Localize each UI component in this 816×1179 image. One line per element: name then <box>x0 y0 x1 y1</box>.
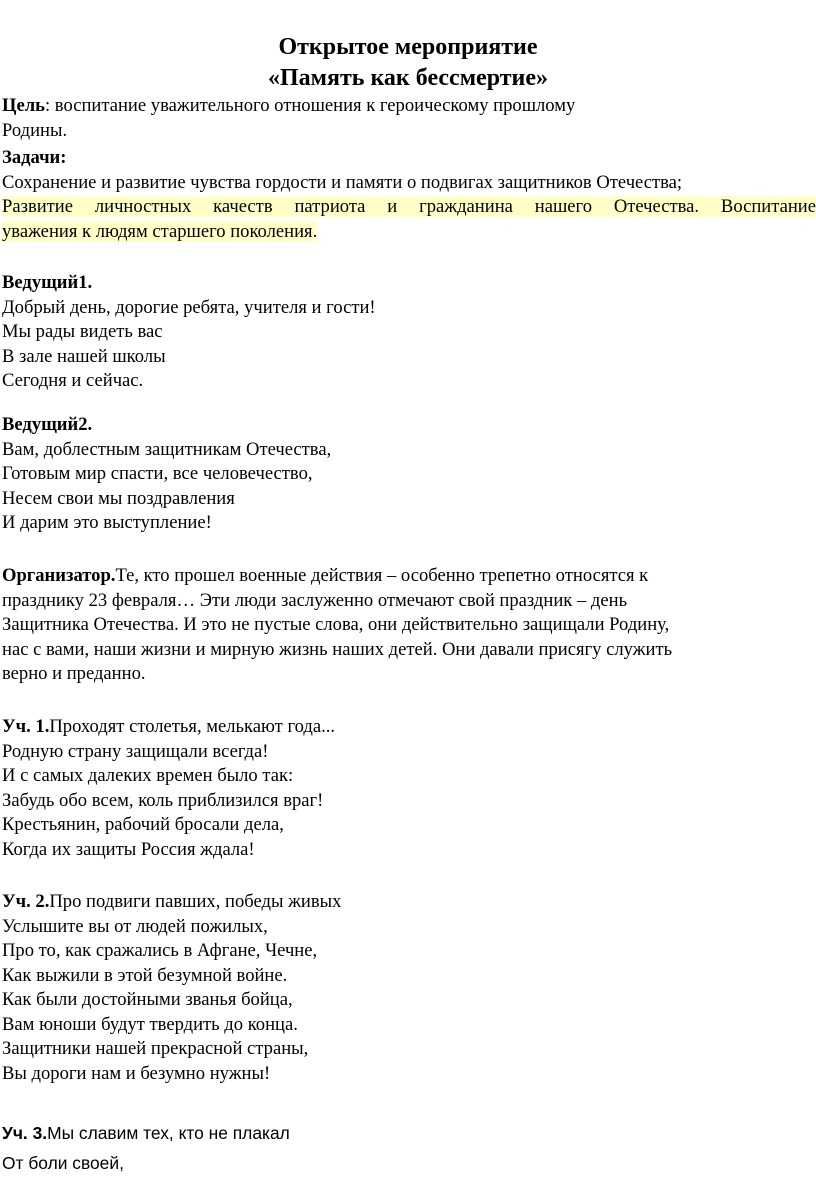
host1-line: Сегодня и сейчас. <box>2 370 144 391</box>
organizer-text-line: нас с вами, наши жизни и мирную жизнь наших детей. Они давали присягу служить <box>2 638 673 660</box>
student3-section <box>2 1118 816 1178</box>
host2-line: Готовым мир спасти, все человечество, <box>2 463 313 484</box>
student1-label: Уч. 1. <box>2 716 50 737</box>
student2-line: Вы дороги нам и безумно нужны! <box>2 1062 271 1084</box>
host2-line: Вам, доблестным защитникам Отечества, <box>2 438 332 460</box>
student3-line: От боли своей, <box>2 1153 124 1173</box>
organizer-text-line: верно и преданно. <box>2 663 146 684</box>
student2-line: Про подвиги павших, победы живых <box>49 891 342 912</box>
host1-line: В зале нашей школы <box>2 345 166 367</box>
student2-line: Услышите вы от людей пожилых, <box>2 915 268 937</box>
student1-line: Проходят столетья, мелькают года... <box>49 716 336 737</box>
host1-line: Мы рады видеть вас <box>2 321 163 342</box>
student1-line: Когда их защиты Россия ждала! <box>2 838 255 860</box>
student2-line: Как были достойными званья бойца, <box>2 989 293 1010</box>
student2-section <box>2 890 816 1086</box>
task-item-2-cont: уважения к людям старшего поколения. <box>2 220 318 242</box>
student2-line: Защитники нашей прекрасной страны, <box>2 1038 309 1059</box>
student2-line: Про то, как сражались в Афгане, Чечне, <box>2 940 318 961</box>
host1-line: Добрый день, дорогие ребята, учителя и гости! <box>2 296 376 318</box>
tasks-section <box>2 146 816 244</box>
student2-line: Вам юноши будут твердить до конца. <box>2 1013 298 1035</box>
host1-section <box>2 271 816 394</box>
student1-line: Крестьянин, рабочий бросали дела, <box>2 814 284 835</box>
organizer-text: Те, кто прошел военные действия – особенно трепетно относятся к <box>115 565 649 586</box>
student1-line: И с самых далеких времен было так: <box>2 765 294 786</box>
student3-label: Уч. 3. <box>2 1123 48 1143</box>
goal-section <box>2 94 816 143</box>
student2-line: Как выжили в этой безумной войне. <box>2 964 288 986</box>
document-title-line2: «Память как бессмертие» <box>267 65 548 91</box>
host2-section <box>2 413 816 536</box>
student1-line: Забудь обо всем, коль приблизился враг! <box>2 789 324 811</box>
host2-line: Несем свои мы поздравления <box>2 487 235 509</box>
document-title-line1: Открытое мероприятие <box>278 34 538 60</box>
task-item-2: Развитие личностных качеств патриота и гражданина нашего Отечества. Воспитание <box>2 196 816 217</box>
organizer-text-line: празднику 23 февраля… Эти люди заслуженно отмечают свой праздник – день <box>2 589 628 611</box>
student1-section <box>2 715 816 862</box>
student1-line: Родную страну защищали всегда! <box>2 740 269 762</box>
student2-label: Уч. 2. <box>2 891 50 912</box>
goal-text-cont: Родины. <box>2 119 68 141</box>
organizer-section <box>2 564 816 687</box>
host2-line: И дарим это выступление! <box>2 512 212 533</box>
task-item-1: Сохранение и развитие чувства гордости и памяти о подвигах защитников Отечества; <box>2 171 683 193</box>
host1-label: Ведущий1. <box>2 272 93 293</box>
student3-line: Мы славим тех, кто не плакал <box>47 1123 290 1143</box>
goal-text: : воспитание уважительного отношения к героическому прошлому <box>44 95 576 116</box>
host2-label: Ведущий2. <box>2 414 93 435</box>
organizer-label: Организатор. <box>2 565 116 586</box>
goal-label: Цель <box>2 95 45 116</box>
organizer-text-line: Защитника Отечества. И это не пустые слова, они действительно защищали Родину, <box>2 614 670 635</box>
tasks-label: Задачи: <box>2 147 67 168</box>
